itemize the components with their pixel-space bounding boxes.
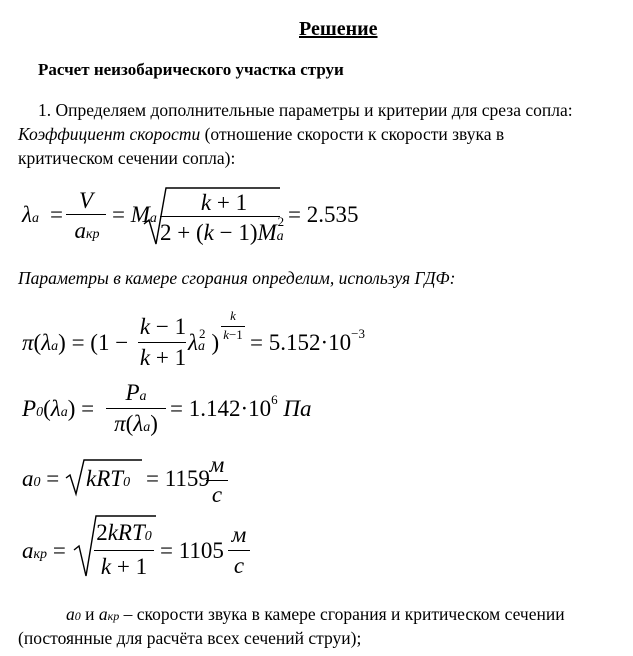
item-1-text: 1. Определяем дополнительные параметры и критерии для среза сопла: [38,100,573,120]
pi-result: = 5.152·10 [250,330,352,355]
a0-unit-num: м [209,452,225,477]
a0-unit-den: с [211,482,223,507]
akr-unit-num: м [231,522,247,547]
akr-unit-den: с [233,553,245,578]
p0-exponent: 6 [271,392,278,407]
note-line-1-tail: – скорости звука в камере сгорания и критическом сечении [119,604,565,624]
page-title: Решение [299,18,378,40]
pi-exponent: −3 [351,326,365,341]
p0-unit: Па [283,396,312,421]
coef-label: Коэффициент скорости [18,124,201,144]
coef-desc-1: (отношение скорости к скорости звука в [200,124,505,144]
p0-result: = 1.142·10 [170,396,272,421]
note-line-2: (постоянные для расчёта всех сечений струи); [18,628,362,648]
section-title: Расчет неизобарического участка струи [38,60,344,79]
a0-result: = 1159 [146,466,210,491]
gdf-line: Параметры в камере сгорания определим, используя ГДФ: [18,268,456,288]
note-and: и [80,604,99,624]
coef-line [18,122,504,146]
coef-desc-2: критическом сечении сопла): [18,148,236,168]
note-line-1: a0 и aкр – скорости звука в камере сгорания и критическом сечении [66,604,565,624]
lambda-result: = 2.535 [288,202,359,227]
akr-result: = 1105 [160,538,224,563]
